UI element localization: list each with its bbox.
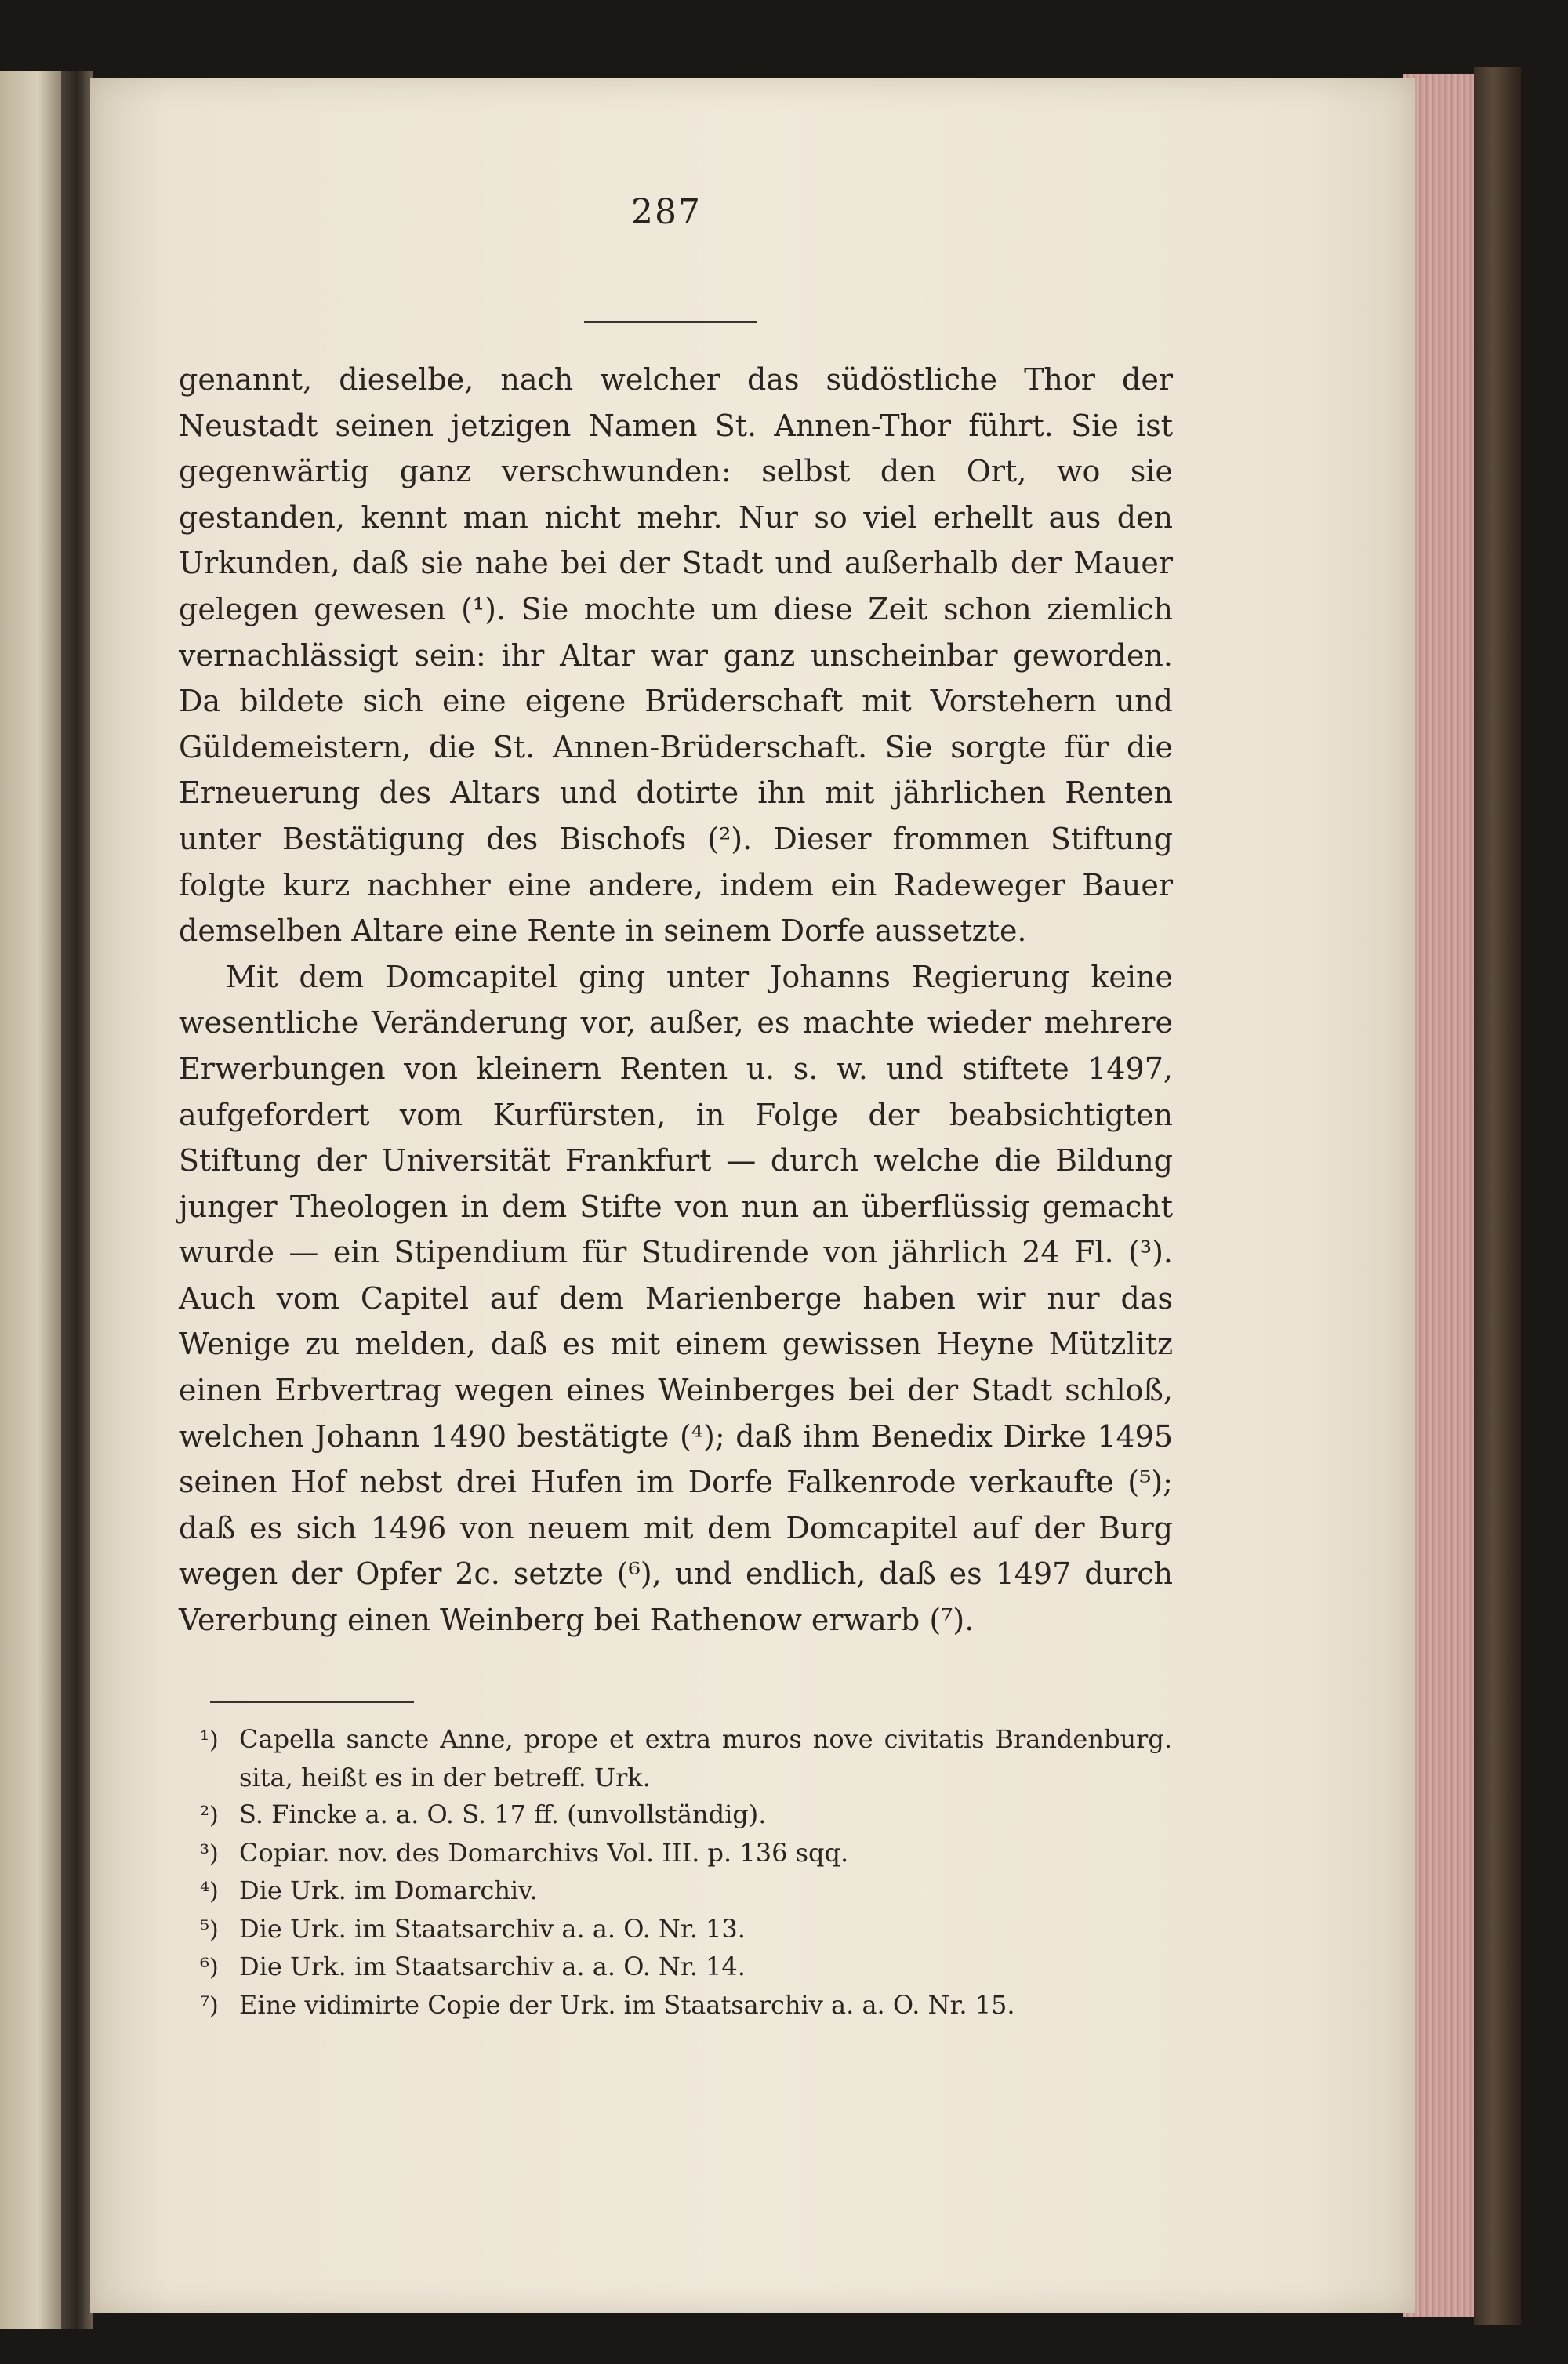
footnote-text: Eine vidimirte Copie der Urk. im Staatsarchiv a. a. O. Nr. 15. <box>239 1989 1015 2020</box>
page-edges <box>1403 74 1482 2317</box>
footnote-marker: ¹) <box>200 1727 219 1754</box>
book-gutter <box>61 71 93 2329</box>
footnote-6 <box>200 1948 1172 1987</box>
footnote-text: Copiar. nov. des Domarchivs Vol. III. p. 136 sqq. <box>239 1837 849 1868</box>
main-text <box>179 357 1173 1643</box>
footnote-marker: ⁴) <box>200 1878 219 1905</box>
footnote-text: Capella sancte Anne, prope et extra muros nove civitatis Brandenburg. sita, heißt es in der betreff. Urk. <box>239 1724 1172 1792</box>
footnote-rule <box>210 1701 414 1703</box>
footnote-2 <box>200 1796 1172 1835</box>
left-page-edge <box>0 71 63 2329</box>
book-cover-edge <box>1474 67 1521 2325</box>
page-number: 287 <box>631 192 702 232</box>
paragraph-2: Mit dem Domcapitel ging unter Johanns Regierung keine wesentliche Veränderung vor, außer, es machte wieder mehrere Erwerbungen von kleinern Renten u. s. w. und stiftete 1497, aufgefordert vom Kurfürsten, in Folge der beabsichtigten Stiftung der Universität Frankfurt — durch welche die Bildung junger Theologen in dem Stifte von nun an überflüssig gemacht wurde — ein Stipendium für Studirende von jährlich 24 Fl. (³). Auch vom Capitel auf dem Marienberge haben wir nur das Wenige zu melden, daß es mit einem gewissen Heyne Mützlitz einen Erbvertrag wegen eines Weinberges bei der Stadt schloß, welchen Johann 1490 bestätigte (⁴); daß ihm Benedix Dirke 1495 seinen Hof nebst drei Hufen im Dorfe Falkenrode verkaufte (⁵); daß es sich 1496 von neuem mit dem Domcapitel auf der Burg wegen der Opfer 2c. setzte (⁶), und endlich, daß es 1497 durch Vererbung einen Weinberg bei Rathenow erwarb (⁷). <box>179 959 1173 1638</box>
footnote-text: Die Urk. im Staatsarchiv a. a. O. Nr. 13. <box>239 1913 746 1944</box>
footnote-1 <box>200 1721 1172 1796</box>
footnote-3 <box>200 1835 1172 1873</box>
paragraph-1: genannt, dieselbe, nach welcher das südöstliche Thor der Neustadt seinen jetzigen Namen St. Annen-Thor führt. Sie ist gegenwärtig ganz verschwunden: selbst den Ort, wo sie gestanden, kennt man nicht mehr. Nur so viel erhellt aus den Urkunden, daß sie nahe bei der Stadt und außerhalb der Mauer gelegen gewesen (¹). Sie mochte um diese Zeit schon ziemlich vernachlässigt sein: ihr Altar war ganz unscheinbar geworden. Da bildete sich eine eigene Brüderschaft mit Vorstehern und Güldemeistern, die St. Annen-Brüderschaft. Sie sorgte für die Erneuerung des Altars und dotirte ihn mit jährlichen Renten unter Bestätigung des Bischofs (²). Dieser frommen Stiftung folgte kurz nachher eine andere, indem ein Radeweger Bauer demselben Altare eine Rente in seinem Dorfe aussetzte. <box>179 362 1173 949</box>
footnote-7 <box>200 1987 1172 2025</box>
footnote-marker: ⁷) <box>200 1992 219 2020</box>
footnote-text: S. Fincke a. a. O. S. 17 ff. (unvollständig). <box>239 1799 767 1829</box>
footnote-4 <box>200 1872 1172 1911</box>
footnote-marker: ⁵) <box>200 1916 219 1944</box>
footnote-marker: ⁶) <box>200 1954 219 1981</box>
footnote-text: Die Urk. im Domarchiv. <box>239 1876 538 1905</box>
footnote-marker: ²) <box>200 1802 219 1829</box>
footnote-text: Die Urk. im Staatsarchiv a. a. O. Nr. 14. <box>239 1952 746 1981</box>
page-number-rule <box>584 321 757 323</box>
footnote-marker: ³) <box>200 1839 219 1868</box>
footnotes <box>200 1721 1172 2024</box>
footnote-5 <box>200 1911 1172 1949</box>
